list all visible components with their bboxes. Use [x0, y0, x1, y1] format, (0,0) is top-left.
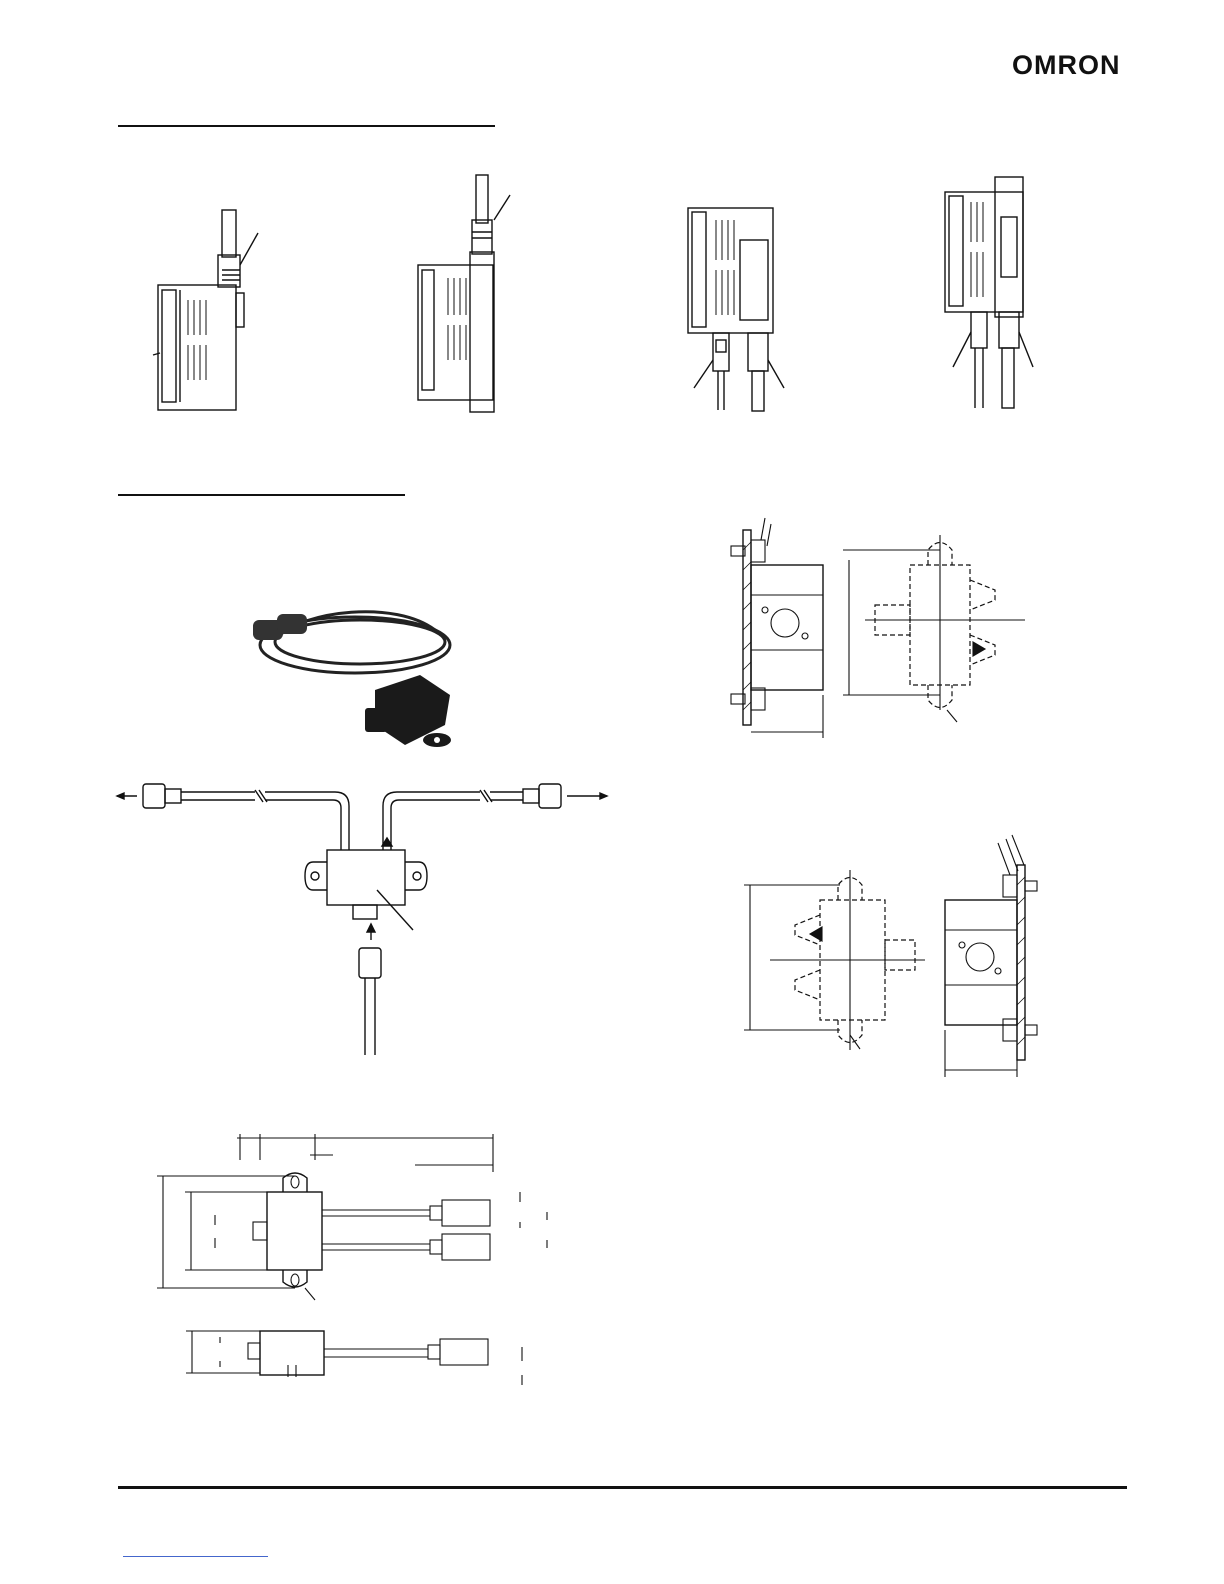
junction-box-dimensions-top [155, 1130, 565, 1300]
omron-logo: OMRON [1012, 50, 1121, 80]
footer-link-underline[interactable] [123, 1556, 268, 1557]
controller-side-view-cable-bottom-b [935, 172, 1045, 417]
junction-box-cable-photo [245, 590, 485, 760]
junction-box-panel-mount-right [740, 835, 1040, 1080]
controller-side-view-cable-top-b [398, 170, 528, 415]
section-rule-top [118, 125, 495, 127]
controller-side-view-cable-top-a [140, 195, 280, 420]
junction-box-wiring-diagram [115, 780, 625, 1060]
junction-box-panel-mount-left [725, 510, 1045, 745]
footer-rule [118, 1486, 1127, 1489]
section-rule-middle [118, 494, 405, 496]
controller-side-view-cable-bottom-a [680, 200, 810, 420]
junction-box-dimensions-side [180, 1325, 540, 1395]
